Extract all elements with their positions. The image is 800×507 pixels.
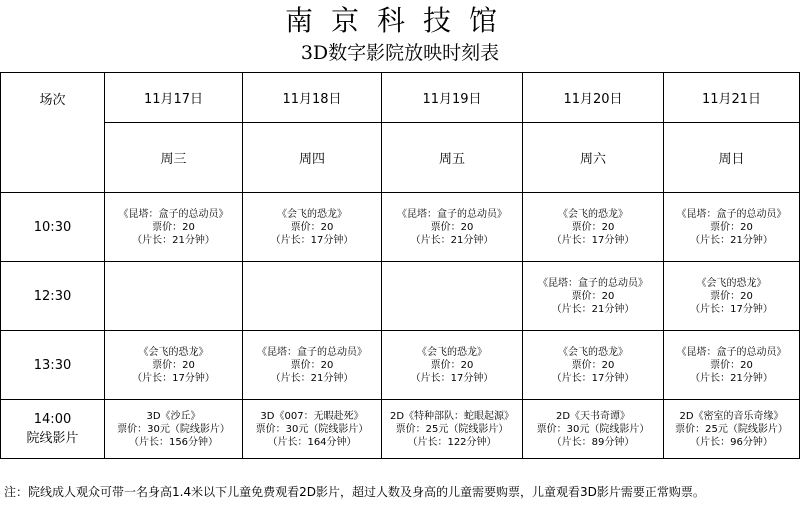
film-duration: （片长：21分钟） xyxy=(410,234,494,246)
film-duration: （片长：17分钟） xyxy=(690,303,773,315)
schedule-table xyxy=(0,72,800,459)
footer-note: 注：院线成人观众可带一名身高1.4米以下儿童免费观看2D影片，超过人数及身高的儿童需要购票，儿童观看3D影片需要正常购票。 xyxy=(4,485,705,499)
schedule-rows xyxy=(1,193,800,459)
film-duration: （片长：164分钟） xyxy=(267,436,357,448)
film-title: 《会飞的恐龙》 xyxy=(696,277,767,289)
film-duration: （片长：21分钟） xyxy=(690,234,773,246)
time-slot-cell xyxy=(1,331,105,400)
screening-cell xyxy=(105,262,243,331)
time-slot: 14:00 xyxy=(33,412,72,427)
ticket-price: 票价：20 xyxy=(571,359,615,371)
film-duration: （片长：21分钟） xyxy=(270,372,354,384)
screening-cell xyxy=(664,193,800,262)
screening-cell xyxy=(243,193,382,262)
film-title: 2D《特种部队：蛇眼起源》 xyxy=(389,410,515,422)
screening-cell xyxy=(664,262,800,331)
table-row xyxy=(1,193,800,262)
date-header-row xyxy=(1,73,800,123)
date-header: 11月20日 xyxy=(523,73,664,123)
weekday-header: 周日 xyxy=(664,123,800,193)
screening-cell xyxy=(664,331,800,400)
ticket-price: 票价：20 xyxy=(290,359,334,371)
time-slot-cell xyxy=(1,193,105,262)
film-title: 3D《007：无暇赴死》 xyxy=(260,410,364,422)
ticket-price: 票价：20 xyxy=(571,221,615,233)
screening-cell xyxy=(382,331,523,400)
weekday-header: 周三 xyxy=(105,123,243,193)
film-title: 《昆塔：盒子的总动员》 xyxy=(676,208,787,220)
page-subtitle: 3D数字影院放映时刻表 xyxy=(300,42,500,64)
date-header: 11月17日 xyxy=(105,73,243,123)
ticket-price: 票价：30元（院线影片） xyxy=(536,423,650,435)
screening-cell xyxy=(523,331,664,400)
film-title: 《会飞的恐龙》 xyxy=(277,208,347,220)
ticket-price: 票价：20 xyxy=(152,221,195,233)
page-title: 南京科技馆 xyxy=(284,4,515,37)
date-header: 11月19日 xyxy=(382,73,523,123)
film-title: 《昆塔：盒子的总动员》 xyxy=(118,208,229,220)
film-title: 《会飞的恐龙》 xyxy=(558,208,628,220)
film-title: 3D《沙丘》 xyxy=(146,410,201,422)
film-duration: （片长：17分钟） xyxy=(132,372,215,384)
ticket-price: 票价：20 xyxy=(710,359,753,371)
ticket-price: 票价：30元（院线影片） xyxy=(255,423,369,435)
film-duration: （片长：96分钟） xyxy=(690,436,773,448)
screening-cell xyxy=(105,193,243,262)
film-title: 《会飞的恐龙》 xyxy=(558,346,628,358)
ticket-price: 票价：20 xyxy=(152,359,195,371)
ticket-price: 票价：25元（院线影片） xyxy=(395,423,509,435)
screening-cell xyxy=(523,193,664,262)
film-duration: （片长：17分钟） xyxy=(410,372,494,384)
corner-label: 场次 xyxy=(1,73,105,193)
time-slot: 13:30 xyxy=(33,357,72,373)
film-duration: （片长：89分钟） xyxy=(551,436,635,448)
screening-cell xyxy=(523,400,664,459)
film-duration: （片长：156分钟） xyxy=(128,436,219,448)
film-title: 《昆塔：盒子的总动员》 xyxy=(397,208,507,220)
weekday-header-row xyxy=(1,123,800,193)
screening-cell xyxy=(243,400,382,459)
time-slot-cell xyxy=(1,262,105,331)
weekday-header: 周六 xyxy=(523,123,664,193)
screening-cell xyxy=(105,331,243,400)
screening-cell xyxy=(243,331,382,400)
screening-cell xyxy=(523,262,664,331)
ticket-price: 票价：20 xyxy=(710,221,753,233)
screening-cell xyxy=(105,400,243,459)
table-row xyxy=(1,331,800,400)
weekday-header: 周四 xyxy=(243,123,382,193)
ticket-price: 票价：30元（院线影片） xyxy=(117,423,230,435)
time-slot: 12:30 xyxy=(33,288,72,304)
film-title: 《昆塔：盒子的总动员》 xyxy=(257,346,367,358)
ticket-price: 票价：20 xyxy=(430,359,474,371)
date-header: 11月18日 xyxy=(243,73,382,123)
film-duration: （片长：122分钟） xyxy=(407,436,497,448)
time-slot-cell xyxy=(1,400,105,459)
film-duration: （片长：17分钟） xyxy=(270,234,354,246)
film-duration: （片长：21分钟） xyxy=(132,234,215,246)
time-slot: 10:30 xyxy=(33,219,72,235)
film-title: 《会飞的恐龙》 xyxy=(417,346,487,358)
table-row xyxy=(1,262,800,331)
table-row xyxy=(1,400,800,459)
ticket-price: 票价：20 xyxy=(710,290,753,302)
film-title: 2D《密室的音乐奇缘》 xyxy=(679,410,784,422)
screening-cell xyxy=(382,262,523,331)
time-slot-sub: 院线影片 xyxy=(26,431,79,446)
film-title: 2D《天书奇谭》 xyxy=(555,410,631,422)
screening-cell xyxy=(382,400,523,459)
film-title: 《昆塔：盒子的总动员》 xyxy=(676,346,787,358)
screening-cell xyxy=(243,262,382,331)
ticket-price: 票价：20 xyxy=(290,221,334,233)
film-title: 《昆塔：盒子的总动员》 xyxy=(538,277,648,289)
film-duration: （片长：17分钟） xyxy=(551,234,635,246)
ticket-price: 票价：25元（院线影片） xyxy=(675,423,788,435)
film-title: 《会飞的恐龙》 xyxy=(138,346,209,358)
film-duration: （片长：17分钟） xyxy=(551,372,635,384)
date-header: 11月21日 xyxy=(664,73,800,123)
ticket-price: 票价：20 xyxy=(571,290,615,302)
film-duration: （片长：21分钟） xyxy=(690,372,773,384)
screening-cell xyxy=(664,400,800,459)
weekday-header: 周五 xyxy=(382,123,523,193)
ticket-price: 票价：20 xyxy=(430,221,474,233)
screening-cell xyxy=(382,193,523,262)
film-duration: （片长：21分钟） xyxy=(551,303,635,315)
